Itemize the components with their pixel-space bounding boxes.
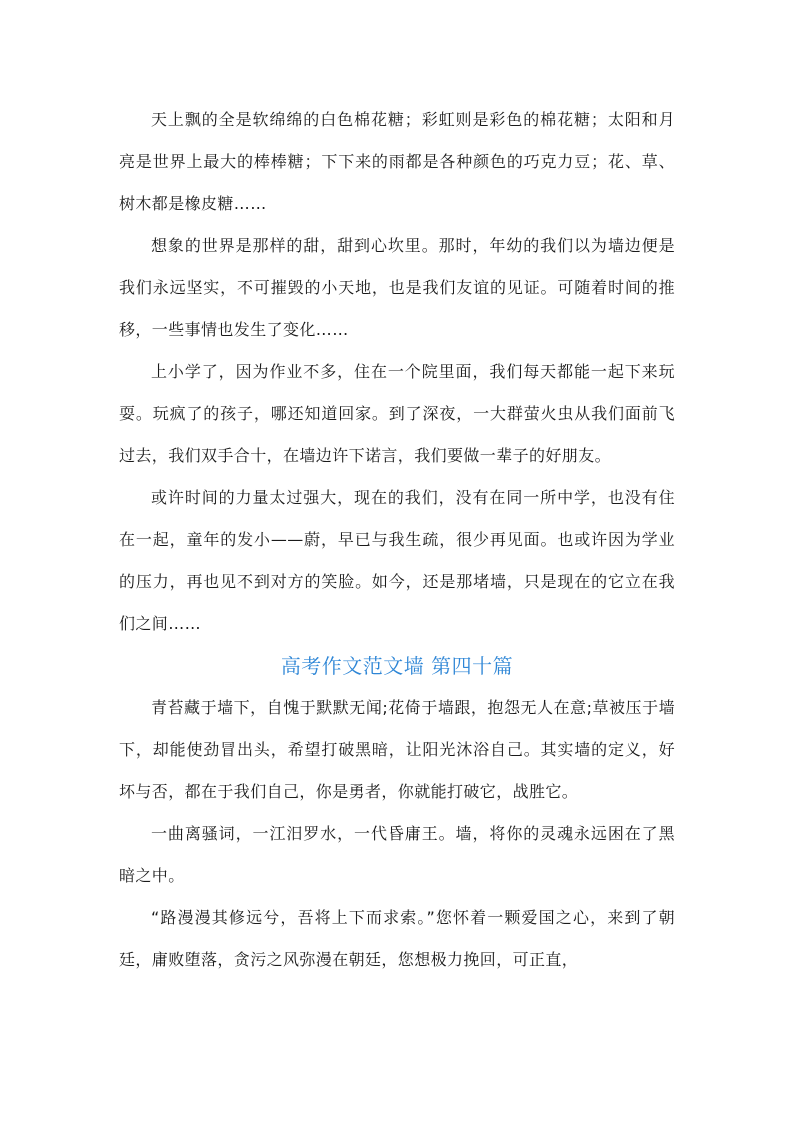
document-page bbox=[119, 99, 675, 981]
paragraph-imagined-world: 想象的世界是那样的甜，甜到心坎里。那时，年幼的我们以为墙边便是我们永远坚实，不可摧毁的小天地，也是我们友谊的见证。可随着时间的推移，一些事情也发生了变化…… bbox=[119, 236, 675, 339]
essay-heading: 高考作文范文墙 第四十篇 bbox=[280, 654, 514, 678]
paragraph-quote: “路漫漫其修远兮，吾将上下而求索。”您怀着一颗爱国之心，来到了朝廷，庸败堕落，贪污之风弥漫在朝廷，您想极力挽回，可正直， bbox=[119, 908, 675, 969]
paragraph-primary-school: 上小学了，因为作业不多，住在一个院里面，我们每天都能一起下来玩耍。玩疯了的孩子，哪还知道回家。到了深夜，一大群萤火虫从我们面前飞过去，我们双手合十，在墙边许下诺言，我们要做一辈子的好朋友。 bbox=[119, 362, 675, 465]
paragraph-lisao: 一曲离骚词，一江汨罗水，一代昏庸王。墙，将你的灵魂永远困在了黑暗之中。 bbox=[119, 824, 675, 885]
paragraph-moss-wall: 青苔藏于墙下，自愧于默默无闻;花倚于墙跟，抱怨无人在意;草被压于墙下，却能使劲冒出头，希望打破黑暗，让阳光沐浴自己。其实墙的定义，好坏与否，都在于我们自己，你是勇者，你就能打破它，战胜它。 bbox=[119, 698, 675, 801]
paragraph-time-power: 或许时间的力量太过强大，现在的我们，没有在同一所中学，也没有住在一起，童年的发小——蔚，早已与我生疏，很少再见面。也或许因为学业的压力，再也见不到对方的笑脸。如今，还是那堵墙，只是现在的它立在我们之间…… bbox=[119, 488, 675, 633]
paragraph-candy-world: 天上飘的全是软绵绵的白色棉花糖；彩虹则是彩色的棉花糖；太阳和月亮是世界上最大的棒棒糖；下下来的雨都是各种颜色的巧克力豆；花、草、树木都是橡皮糖…… bbox=[119, 110, 675, 213]
